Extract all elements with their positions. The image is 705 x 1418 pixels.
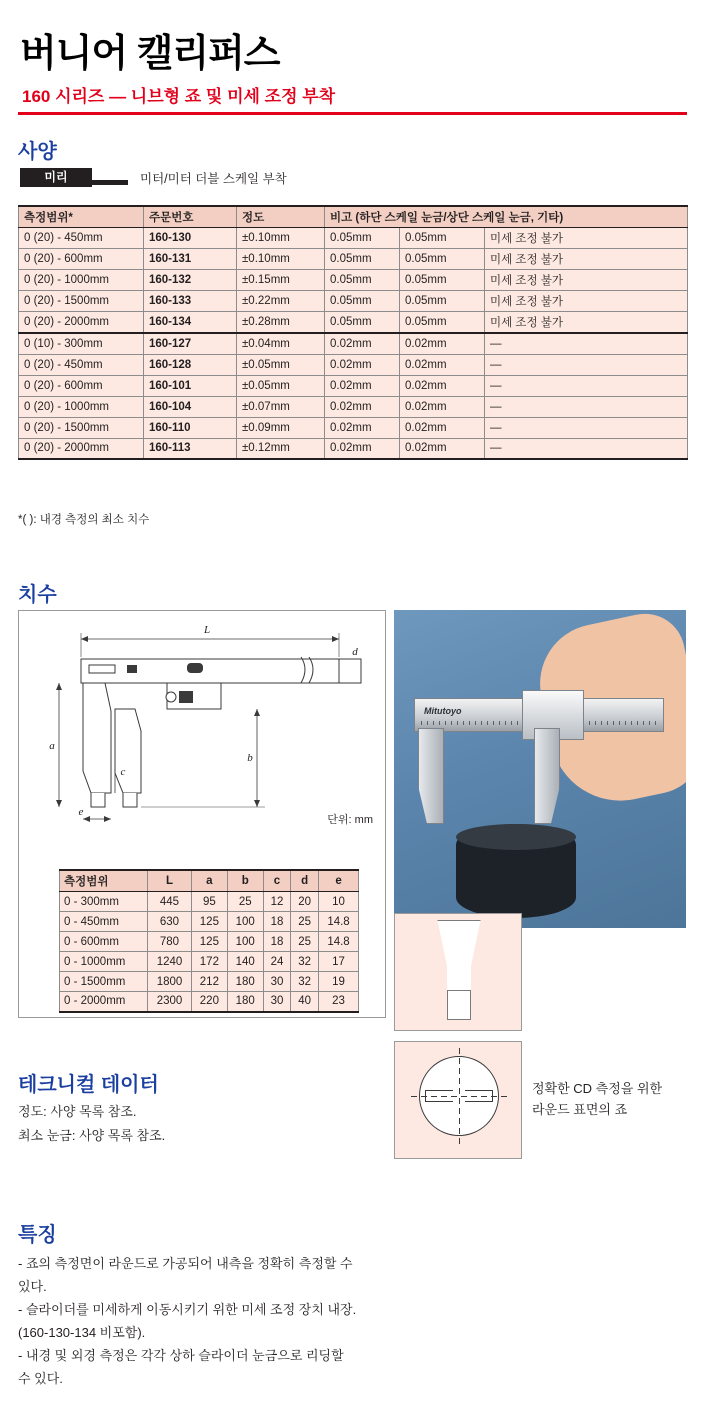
product-photo [394, 610, 686, 928]
cell-d: 25 [291, 912, 319, 932]
cell-range: 0 (20) - 600mm [19, 249, 144, 270]
technical-data-body [18, 1100, 165, 1148]
dimension-table-body [60, 892, 359, 1012]
cell-a: 212 [191, 972, 227, 992]
feature-line-3: - 슬라이더를 미세하게 이동시키기 위한 미세 조정 장치 내장. [18, 1302, 357, 1317]
cell-upper: 0.05mm [400, 312, 485, 334]
metric-note: 미터/미터 더블 스케일 부착 [140, 172, 287, 186]
cell-accuracy: ±0.04mm [237, 333, 325, 354]
cell-remark: 미세 조정 불가 [485, 249, 688, 270]
spec-table-body [19, 228, 688, 460]
svg-text:a: a [49, 740, 55, 752]
table-row [19, 417, 688, 438]
cell-accuracy: ±0.05mm [237, 354, 325, 375]
jaw-detail-photo [394, 913, 522, 1031]
cell-range: 0 - 300mm [60, 892, 148, 912]
table-row [19, 228, 688, 249]
cell-lower: 0.05mm [325, 291, 400, 312]
brand-label: Mitutoyo [424, 706, 462, 716]
cell-lower: 0.05mm [325, 228, 400, 249]
cell-b: 180 [227, 972, 263, 992]
cell-accuracy: ±0.05mm [237, 375, 325, 396]
cell-order: 160-134 [144, 312, 237, 334]
spec-col-range: 측정범위* [19, 206, 144, 228]
cell-L: 1800 [148, 972, 192, 992]
cell-range: 0 (20) - 450mm [19, 228, 144, 249]
table-row [19, 333, 688, 354]
cell-upper: 0.02mm [400, 396, 485, 417]
cell-a: 172 [191, 952, 227, 972]
features-body [18, 1252, 578, 1390]
metric-badge-bar [92, 180, 128, 185]
round-jaw-caption [532, 1078, 662, 1120]
cell-order: 160-132 [144, 270, 237, 291]
cell-c: 24 [263, 952, 291, 972]
cell-c: 18 [263, 932, 291, 952]
cell-order: 160-101 [144, 375, 237, 396]
cell-lower: 0.02mm [325, 438, 400, 459]
cell-upper: 0.05mm [400, 228, 485, 249]
feature-line-4: (160-130-134 비포함). [18, 1325, 146, 1340]
cell-accuracy: ±0.28mm [237, 312, 325, 334]
cell-lower: 0.05mm [325, 270, 400, 291]
jaw-tip-step-shape [447, 990, 471, 1020]
cell-range: 0 (20) - 450mm [19, 354, 144, 375]
cell-c: 12 [263, 892, 291, 912]
cell-d: 20 [291, 892, 319, 912]
svg-text:e: e [78, 806, 84, 818]
cell-order: 160-104 [144, 396, 237, 417]
cell-range: 0 - 2000mm [60, 992, 148, 1012]
cell-b: 100 [227, 932, 263, 952]
cell-lower: 0.05mm [325, 312, 400, 334]
cell-lower: 0.02mm [325, 333, 400, 354]
cell-lower: 0.02mm [325, 417, 400, 438]
cell-d: 40 [291, 992, 319, 1012]
cell-order: 160-130 [144, 228, 237, 249]
cell-d: 32 [291, 952, 319, 972]
cell-range: 0 (20) - 1000mm [19, 270, 144, 291]
round-jaw-diagram [394, 1041, 522, 1159]
cell-remark: — [485, 375, 688, 396]
spec-table [18, 205, 688, 460]
cell-accuracy: ±0.07mm [237, 396, 325, 417]
cell-a: 125 [191, 912, 227, 932]
cell-order: 160-127 [144, 333, 237, 354]
cell-order: 160-113 [144, 438, 237, 459]
table-row [60, 992, 359, 1012]
table-row [19, 396, 688, 417]
cell-c: 30 [263, 972, 291, 992]
cell-accuracy: ±0.10mm [237, 228, 325, 249]
feature-line-1: - 죠의 측정면이 라운드로 가공되어 내측을 정확히 측정할 수 [18, 1256, 353, 1271]
cell-order: 160-133 [144, 291, 237, 312]
dim-col-d: d [291, 870, 319, 892]
cell-upper: 0.05mm [400, 291, 485, 312]
table-row [19, 249, 688, 270]
table-row [19, 270, 688, 291]
table-row [19, 312, 688, 334]
caliper-jaw-right [534, 728, 560, 824]
cell-upper: 0.02mm [400, 333, 485, 354]
cell-upper: 0.02mm [400, 417, 485, 438]
cell-accuracy: ±0.10mm [237, 249, 325, 270]
cell-L: 2300 [148, 992, 192, 1012]
cell-b: 100 [227, 912, 263, 932]
table-row [60, 912, 359, 932]
center-line-vertical [459, 1048, 460, 1144]
table-row [60, 972, 359, 992]
dim-col-e: e [319, 870, 359, 892]
cell-e: 14.8 [319, 912, 359, 932]
page-subtitle: 160 시리즈 — 니브형 죠 및 미세 조정 부착 [22, 87, 336, 106]
cell-a: 125 [191, 932, 227, 952]
cell-e: 14.8 [319, 932, 359, 952]
table-row [60, 892, 359, 912]
technical-line-resolution: 최소 눈금: 사양 목록 참조. [18, 1128, 166, 1143]
metric-badge: 미리 [20, 168, 92, 187]
page-title: 버니어 캘리퍼스 [20, 33, 280, 75]
cell-remark: — [485, 354, 688, 375]
spec-section-heading: 사양 [18, 141, 57, 163]
cell-e: 17 [319, 952, 359, 972]
cell-range: 0 (20) - 600mm [19, 375, 144, 396]
dim-col-c: c [263, 870, 291, 892]
round-jaw-caption-line1: 정확한 CD 측정을 위한 [532, 1081, 663, 1096]
cell-upper: 0.05mm [400, 270, 485, 291]
cell-range: 0 (20) - 1000mm [19, 396, 144, 417]
cell-range: 0 (20) - 1500mm [19, 291, 144, 312]
jaw-tip-shape [429, 920, 489, 994]
dimension-table-header-row [60, 870, 359, 892]
cell-e: 19 [319, 972, 359, 992]
cell-b: 140 [227, 952, 263, 972]
cell-order: 160-131 [144, 249, 237, 270]
cell-remark: 미세 조정 불가 [485, 270, 688, 291]
cell-upper: 0.05mm [400, 249, 485, 270]
cell-range: 0 (20) - 2000mm [19, 438, 144, 459]
cell-range: 0 - 600mm [60, 932, 148, 952]
cell-range: 0 (20) - 2000mm [19, 312, 144, 334]
cell-L: 780 [148, 932, 192, 952]
technical-line-accuracy: 정도: 사양 목록 참조. [18, 1104, 137, 1119]
cell-L: 630 [148, 912, 192, 932]
spec-col-remark: 비고 (하단 스케일 눈금/상단 스케일 눈금, 기타) [325, 206, 688, 228]
dim-col-range: 측정범위 [60, 870, 148, 892]
spec-table-header-row [19, 206, 688, 228]
cell-remark: 미세 조정 불가 [485, 291, 688, 312]
technical-section-heading: 테크니컬 데이터 [18, 1074, 159, 1096]
spec-col-accuracy: 정도 [237, 206, 325, 228]
cell-accuracy: ±0.09mm [237, 417, 325, 438]
cell-c: 18 [263, 912, 291, 932]
cell-lower: 0.02mm [325, 354, 400, 375]
svg-text:d: d [352, 646, 358, 658]
cell-e: 10 [319, 892, 359, 912]
cell-b: 25 [227, 892, 263, 912]
cell-range: 0 (20) - 1500mm [19, 417, 144, 438]
table-row [60, 932, 359, 952]
cell-lower: 0.02mm [325, 375, 400, 396]
header-divider [18, 112, 687, 115]
cell-remark: — [485, 417, 688, 438]
workpiece-cylinder [456, 824, 576, 918]
cell-order: 160-110 [144, 417, 237, 438]
cell-range: 0 - 450mm [60, 912, 148, 932]
features-section-heading: 특징 [18, 1224, 57, 1246]
cell-d: 25 [291, 932, 319, 952]
cell-c: 30 [263, 992, 291, 1012]
cell-remark: — [485, 438, 688, 459]
svg-text:b: b [247, 752, 253, 764]
dimension-drawing-box [18, 610, 386, 1018]
cell-remark: — [485, 396, 688, 417]
cell-lower: 0.02mm [325, 396, 400, 417]
cell-d: 32 [291, 972, 319, 992]
dimensions-section-heading: 치수 [18, 584, 57, 606]
svg-text:L: L [203, 624, 211, 636]
cell-remark: — [485, 333, 688, 354]
dimension-table [59, 869, 359, 1013]
cell-upper: 0.02mm [400, 438, 485, 459]
cell-accuracy: ±0.12mm [237, 438, 325, 459]
table-row [19, 291, 688, 312]
cell-upper: 0.02mm [400, 354, 485, 375]
cell-range: 0 (10) - 300mm [19, 333, 144, 354]
table-row [19, 375, 688, 396]
cell-range: 0 - 1500mm [60, 972, 148, 992]
cell-b: 180 [227, 992, 263, 1012]
cell-a: 220 [191, 992, 227, 1012]
spec-footnote: *( ): 내경 측정의 최소 치수 [18, 514, 150, 526]
cell-e: 23 [319, 992, 359, 1012]
cell-order: 160-128 [144, 354, 237, 375]
cell-remark: 미세 조정 불가 [485, 312, 688, 334]
dim-col-a: a [191, 870, 227, 892]
cell-L: 445 [148, 892, 192, 912]
cell-lower: 0.05mm [325, 249, 400, 270]
spec-col-order: 주문번호 [144, 206, 237, 228]
caliper-jaw-left [418, 728, 444, 824]
round-jaw-caption-line2: 라운드 표면의 죠 [532, 1102, 628, 1117]
cell-range: 0 - 1000mm [60, 952, 148, 972]
feature-line-2: 있다. [18, 1279, 47, 1294]
cell-accuracy: ±0.15mm [237, 270, 325, 291]
table-row [60, 952, 359, 972]
table-row [19, 438, 688, 459]
svg-text:c: c [120, 766, 126, 778]
table-row [19, 354, 688, 375]
cell-accuracy: ±0.22mm [237, 291, 325, 312]
feature-line-5: - 내경 및 외경 측정은 각각 상하 슬라이더 눈금으로 리딩할 [18, 1348, 344, 1363]
cell-remark: 미세 조정 불가 [485, 228, 688, 249]
dim-col-b: b [227, 870, 263, 892]
dim-col-L: L [148, 870, 192, 892]
dimension-unit-label: 단위: mm [327, 814, 373, 826]
cell-L: 1240 [148, 952, 192, 972]
cell-upper: 0.02mm [400, 375, 485, 396]
feature-line-6: 수 있다. [18, 1371, 63, 1386]
cell-a: 95 [191, 892, 227, 912]
